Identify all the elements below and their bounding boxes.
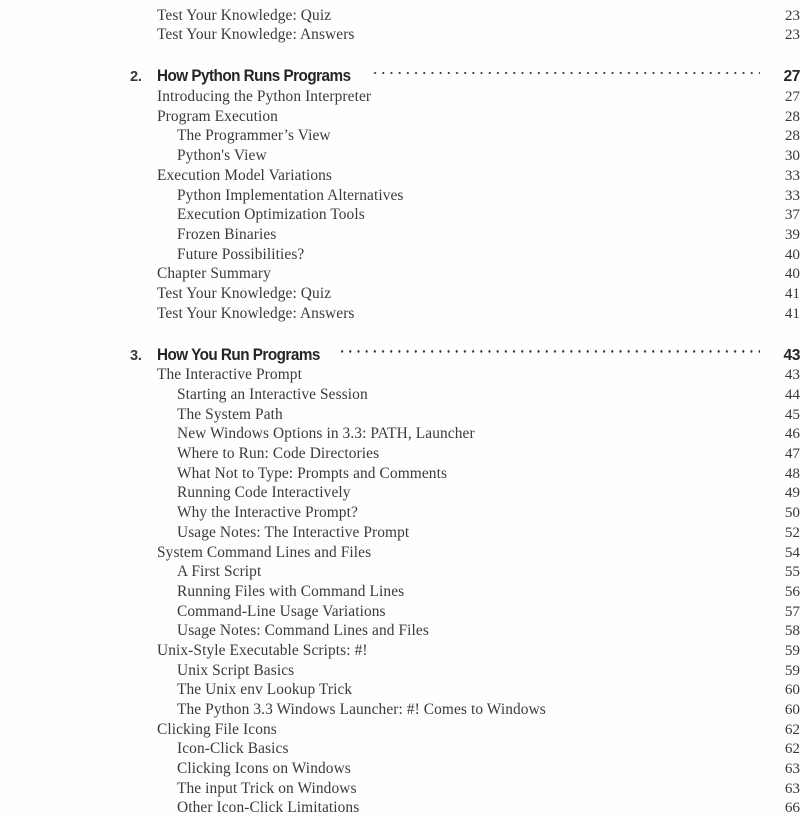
toc-entry-title: The Unix env Lookup Trick [177,681,353,699]
toc-entry-title: Chapter Summary [157,265,271,283]
dot-leader [546,694,766,714]
toc-entry-title: Unix Script Basics [177,661,295,679]
toc-entry-title: System Command Lines and Files [157,543,372,561]
toc-entry-title: Program Execution [157,107,278,125]
toc-entry-page-number: 66 [784,799,800,817]
toc-entry[interactable] [0,694,800,718]
dot-leader [355,298,766,318]
toc-entry-title: What Not to Type: Prompts and Comments [177,464,448,482]
toc-entry[interactable] [0,596,800,620]
toc-entry[interactable] [0,101,800,125]
toc-entry-page-number: 60 [784,681,800,699]
toc-entry-title: Python's View [177,147,267,165]
toc-entry[interactable] [0,793,800,817]
toc-entry-page-number: 40 [784,265,800,283]
toc-entry-page-number: 41 [784,304,800,322]
toc-entry[interactable] [0,773,800,797]
toc-entry-title: Execution Model Variations [157,166,332,184]
toc-entry-title: The Interactive Prompt [157,366,302,384]
toc-entry[interactable] [0,298,800,322]
toc-entry-page-number: 59 [784,661,800,679]
toc-entry-page-number: 33 [784,166,800,184]
toc-entry[interactable] [0,259,800,283]
toc-entry-title: Starting an Interactive Session [177,386,368,403]
chapter-heading[interactable] [0,338,800,364]
dot-leader [371,81,766,101]
toc-entry[interactable] [0,616,800,640]
toc-entry-title: Execution Optimization Tools [177,206,365,224]
dot-leader [365,59,766,81]
toc-entry-title: The System Path [177,405,283,423]
dot-leader [331,278,766,298]
chapter-number: 2. [130,69,142,86]
toc-entry-title: New Windows Options in 3.3: PATH, Launcher [177,425,475,443]
toc-entry[interactable] [0,655,800,679]
dot-leader [371,537,766,557]
toc-entry-title: Other Icon-Click Limitations [177,799,360,817]
toc-entry[interactable] [0,219,800,243]
toc-entry[interactable] [0,419,800,443]
toc-entry-title: Usage Notes: The Interactive Prompt [177,523,410,541]
toc-entry[interactable] [0,576,800,600]
dot-leader [355,20,766,40]
toc-entry[interactable] [0,537,800,561]
dot-leader [304,239,766,259]
toc-entry[interactable] [0,478,800,502]
toc-entry[interactable] [0,635,800,659]
toc-entry[interactable] [0,20,800,44]
toc-entry-page-number: 28 [784,127,800,145]
toc-entry-page-number: 40 [784,245,800,263]
dot-leader [261,557,766,577]
toc-entry-page-number: 44 [784,386,800,403]
toc-entry-page-number: 39 [784,225,800,243]
dot-leader [404,180,766,200]
dot-leader [302,360,766,380]
dot-leader [278,101,766,121]
toc-entry-page-number: 63 [784,779,800,797]
dot-leader [447,458,766,478]
toc-entry-title: Usage Notes: Command Lines and Files [177,622,429,640]
toc-entry-page-number: 56 [784,582,800,600]
dot-leader [404,576,766,596]
dot-leader [357,773,766,793]
toc-entry-title: Frozen Binaries [177,225,277,243]
toc-entry-title: Running Files with Command Lines [177,582,405,600]
toc-entry[interactable] [0,200,800,224]
toc-entry-title: Clicking File Icons [157,720,277,738]
toc-entry-page-number: 58 [784,622,800,640]
toc-entry-title: A First Script [177,563,262,581]
toc-entry-page-number: 60 [784,701,800,718]
toc-entry-page-number: 59 [784,641,800,659]
toc-entry[interactable] [0,399,800,423]
toc-entry-page-number: 48 [784,464,800,482]
dot-leader [276,219,766,239]
toc-entry-title: Future Possibilities? [177,245,305,263]
toc-entry-page-number: 49 [784,484,800,502]
chapter-page-number: 43 [783,346,800,364]
toc-entry-page-number: 23 [784,6,800,24]
toc-entry-page-number: 54 [784,543,800,561]
toc-entry[interactable] [0,180,800,204]
dot-leader [359,793,766,813]
toc-entry-page-number: 50 [784,504,800,522]
dot-leader [277,714,766,734]
toc-entry-title: Test Your Knowledge: Answers [157,26,355,44]
toc-entry-title: Why the Interactive Prompt? [177,504,358,522]
toc-entry-title: Command-Line Usage Variations [177,602,386,620]
dot-leader [475,419,766,439]
toc-entry-page-number: 57 [784,602,800,620]
toc-entry-page-number: 28 [784,107,800,125]
toc-entry-title: Test Your Knowledge: Answers [157,304,355,322]
chapter-title: How You Run Programs [157,345,320,364]
dot-leader [429,616,766,636]
toc-entry-title: The input Trick on Windows [177,779,357,797]
toc-entry-page-number: 46 [784,425,800,443]
dot-leader [351,753,766,773]
dot-leader [351,478,766,498]
toc-entry-page-number: 52 [784,523,800,541]
toc-entry-title: Running Code Interactively [177,484,351,502]
toc-entry-title: Test Your Knowledge: Quiz [157,284,332,302]
toc-entry-title: Clicking Icons on Windows [177,760,351,778]
dot-leader [331,121,766,141]
toc-entry[interactable] [0,0,800,24]
dot-leader [332,160,766,180]
chapter-title: How Python Runs Programs [157,67,351,86]
dot-leader [368,635,766,655]
toc-entry[interactable] [0,714,800,738]
dot-leader [267,140,766,160]
dot-leader [365,200,766,220]
dot-leader [386,596,766,616]
toc-entry-page-number: 23 [784,26,800,44]
toc-entry-page-number: 62 [784,740,800,758]
dot-leader [352,675,766,695]
dot-leader [358,497,766,517]
toc-entry-title: Introducing the Python Interpreter [157,88,372,106]
toc-entry-title: Icon-Click Basics [177,740,289,758]
toc-entry-page-number: 55 [784,563,800,581]
toc-entry[interactable] [0,360,800,384]
dot-leader [289,734,766,754]
toc-entry-title: The Programmer’s View [177,127,331,145]
toc-entry[interactable] [0,278,800,302]
dot-leader [332,338,766,360]
toc-entry-page-number: 62 [784,720,800,738]
toc-entry[interactable] [0,160,800,184]
toc-entry-title: Unix-Style Executable Scripts: #! [157,641,368,659]
toc-entry[interactable] [0,517,800,541]
toc-entry-title: Python Implementation Alternatives [177,186,404,204]
toc-entry-title: The Python 3.3 Windows Launcher: #! Comes to Windows [177,701,546,718]
toc-entry[interactable] [0,438,800,463]
toc-entry-page-number: 30 [784,147,800,165]
toc-entry[interactable] [0,497,800,522]
toc-entry-title: Where to Run: Code Directories [177,445,380,463]
dot-leader [271,259,766,279]
dot-leader [379,438,766,458]
toc-entry[interactable] [0,121,800,145]
toc-entry-page-number: 63 [784,760,800,778]
chapter-number: 3. [130,347,142,364]
toc-entry[interactable] [0,557,800,581]
toc-entry-page-number: 41 [784,284,800,302]
toc-entry-page-number: 33 [784,186,800,204]
toc-entry-page-number: 43 [784,366,800,384]
toc-entry[interactable] [0,239,800,263]
chapter-page-number: 27 [783,68,800,86]
toc-entry-page-number: 45 [784,405,800,423]
dot-leader [368,379,766,399]
toc-entry[interactable] [0,379,800,403]
toc-entry-title: Test Your Knowledge: Quiz [157,6,332,24]
toc-entry[interactable] [0,458,800,482]
toc-entry[interactable] [0,753,800,778]
toc-entry[interactable] [0,675,800,699]
chapter-heading[interactable] [0,59,800,86]
dot-leader [283,399,766,419]
toc-entry-page-number: 27 [784,88,800,106]
toc-entry-page-number: 37 [784,206,800,224]
toc-entry[interactable] [0,140,800,165]
dot-leader [409,517,766,537]
toc-entry-page-number: 47 [784,445,800,463]
dot-leader [294,655,766,675]
dot-leader [331,0,766,20]
toc-entry[interactable] [0,81,800,106]
toc-entry[interactable] [0,734,800,758]
